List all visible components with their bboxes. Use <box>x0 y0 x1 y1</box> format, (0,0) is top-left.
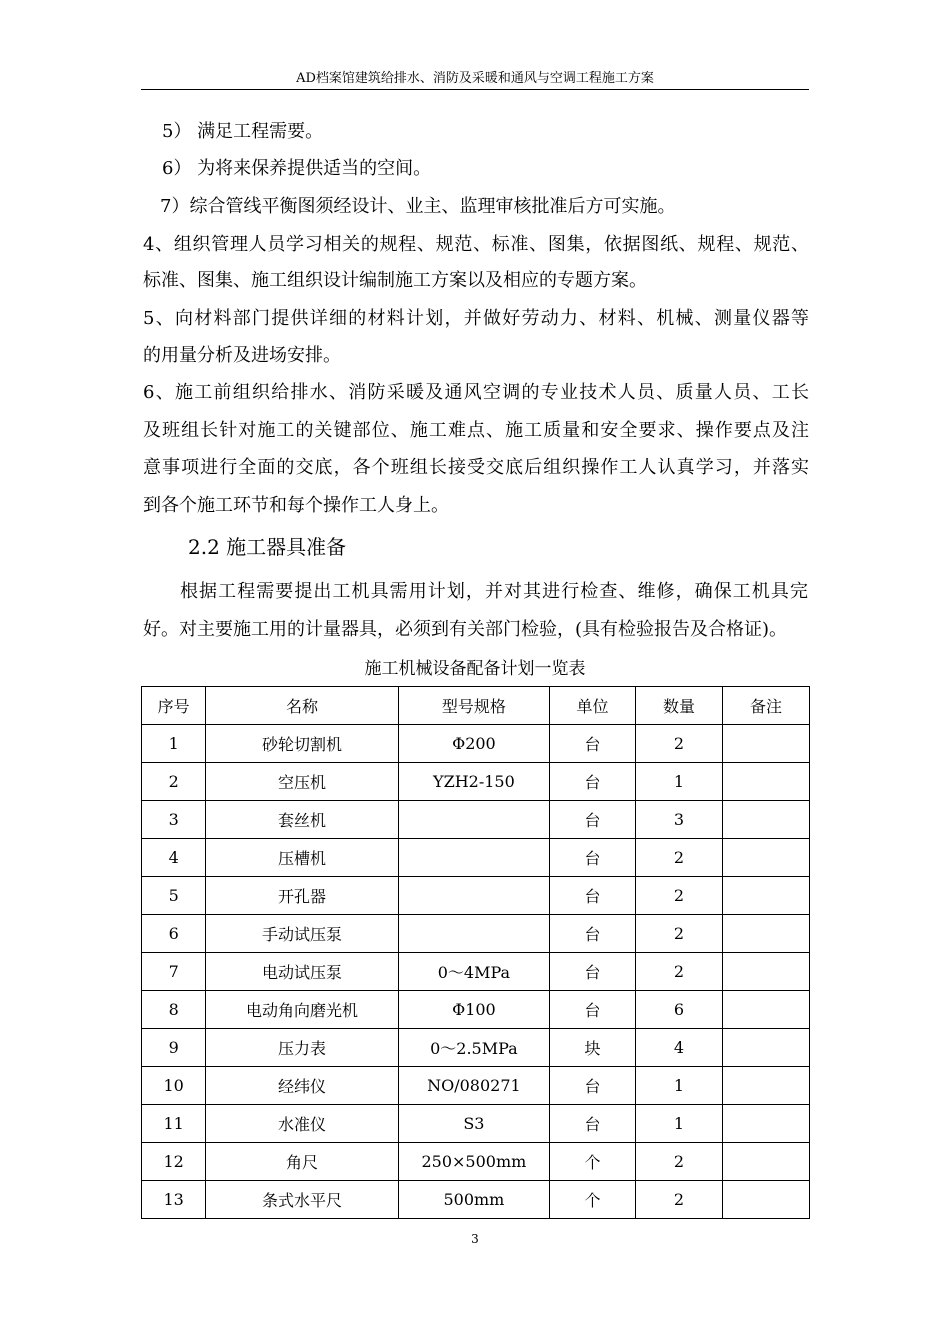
cell-unit: 个 <box>550 1181 636 1219</box>
cell-quantity: 2 <box>636 725 723 763</box>
cell-unit: 台 <box>550 725 636 763</box>
header-unit: 单位 <box>550 687 636 725</box>
paragraph-6-line-2: 及班组长针对施工的关键部位、施工难点、施工质量和安全要求、操作要点及注 <box>143 420 809 441</box>
cell-quantity: 4 <box>636 1029 723 1067</box>
table-row <box>142 1067 810 1105</box>
table-row <box>142 725 810 763</box>
cell-model: 500mm <box>398 1181 549 1219</box>
header-model: 型号规格 <box>398 687 549 725</box>
cell-model: 0～4MPa <box>398 953 549 991</box>
table-row <box>142 991 810 1029</box>
cell-name: 砂轮切割机 <box>206 725 398 763</box>
cell-remarks <box>722 877 809 915</box>
cell-seq: 6 <box>142 915 206 953</box>
cell-unit: 台 <box>550 991 636 1029</box>
cell-remarks <box>722 1181 809 1219</box>
table-row <box>142 1143 810 1181</box>
cell-name: 电动试压泵 <box>206 953 398 991</box>
cell-quantity: 2 <box>636 839 723 877</box>
table-row <box>142 1181 810 1219</box>
list-item-6: 6） 为将来保养提供适当的空间。 <box>162 158 432 179</box>
cell-remarks <box>722 801 809 839</box>
cell-name: 压槽机 <box>206 839 398 877</box>
paragraph-6-line-1: 6、施工前组织给排水、消防采暖及通风空调的专业技术人员、质量人员、工长 <box>143 382 809 403</box>
cell-unit: 台 <box>550 915 636 953</box>
cell-seq: 4 <box>142 839 206 877</box>
cell-remarks <box>722 1029 809 1067</box>
page-header-title: AD档案馆建筑给排水、消防及采暖和通风与空调工程施工方案 <box>296 71 654 86</box>
cell-model: YZH2-150 <box>398 763 549 801</box>
paragraph-4-line-1: 4、组织管理人员学习相关的规程、规范、标准、图集，依据图纸、规程、规范、 <box>143 234 809 255</box>
section-paragraph-line-2: 好。对主要施工用的计量器具，必须到有关部门检验，(具有检验报告及合格证)。 <box>143 619 788 640</box>
cell-model: 0～2.5MPa <box>398 1029 549 1067</box>
cell-quantity: 3 <box>636 801 723 839</box>
cell-remarks <box>722 915 809 953</box>
cell-remarks <box>722 1105 809 1143</box>
table-header-row <box>142 687 810 725</box>
cell-quantity: 1 <box>636 1105 723 1143</box>
cell-name: 手动试压泵 <box>206 915 398 953</box>
table-caption: 施工机械设备配备计划一览表 <box>364 659 586 679</box>
equipment-table <box>141 686 810 1219</box>
cell-unit: 台 <box>550 953 636 991</box>
paragraph-4-line-2: 标准、图集、施工组织设计编制施工方案以及相应的专题方案。 <box>143 270 647 291</box>
header-name: 名称 <box>206 687 398 725</box>
cell-name: 套丝机 <box>206 801 398 839</box>
cell-model: 250×500mm <box>398 1143 549 1181</box>
cell-seq: 10 <box>142 1067 206 1105</box>
paragraph-6-line-4: 到各个施工环节和每个操作工人身上。 <box>143 495 449 516</box>
cell-quantity: 1 <box>636 763 723 801</box>
paragraph-5-line-1: 5、向材料部门提供详细的材料计划，并做好劳动力、材料、机械、测量仪器等 <box>143 308 809 329</box>
cell-model: S3 <box>398 1105 549 1143</box>
cell-model: NO/080271 <box>398 1067 549 1105</box>
cell-model: Φ200 <box>398 725 549 763</box>
cell-seq: 11 <box>142 1105 206 1143</box>
cell-remarks <box>722 725 809 763</box>
paragraph-5-line-2: 的用量分析及进场安排。 <box>143 345 341 366</box>
cell-name: 空压机 <box>206 763 398 801</box>
list-item-7: 7）综合管线平衡图须经设计、业主、监理审核批准后方可实施。 <box>160 196 676 217</box>
cell-seq: 8 <box>142 991 206 1029</box>
cell-unit: 台 <box>550 877 636 915</box>
table-row <box>142 801 810 839</box>
cell-quantity: 2 <box>636 1181 723 1219</box>
cell-quantity: 2 <box>636 953 723 991</box>
cell-name: 开孔器 <box>206 877 398 915</box>
cell-quantity: 2 <box>636 1143 723 1181</box>
list-item-5: 5） 满足工程需要。 <box>162 121 324 142</box>
header-divider <box>141 89 809 90</box>
cell-quantity: 2 <box>636 877 723 915</box>
cell-model <box>398 839 549 877</box>
cell-seq: 2 <box>142 763 206 801</box>
cell-seq: 5 <box>142 877 206 915</box>
cell-seq: 7 <box>142 953 206 991</box>
cell-seq: 9 <box>142 1029 206 1067</box>
table-body <box>142 725 810 1219</box>
cell-seq: 3 <box>142 801 206 839</box>
cell-unit: 台 <box>550 1105 636 1143</box>
cell-unit: 台 <box>550 763 636 801</box>
cell-model <box>398 877 549 915</box>
cell-seq: 13 <box>142 1181 206 1219</box>
cell-name: 条式水平尺 <box>206 1181 398 1219</box>
table-row <box>142 763 810 801</box>
cell-model: Φ100 <box>398 991 549 1029</box>
cell-unit: 个 <box>550 1143 636 1181</box>
page-number: 3 <box>471 1232 479 1246</box>
cell-remarks <box>722 1143 809 1181</box>
cell-name: 角尺 <box>206 1143 398 1181</box>
cell-remarks <box>722 991 809 1029</box>
cell-seq: 1 <box>142 725 206 763</box>
cell-quantity: 1 <box>636 1067 723 1105</box>
header-quantity: 数量 <box>636 687 723 725</box>
header-seq: 序号 <box>142 687 206 725</box>
cell-model <box>398 801 549 839</box>
table-row <box>142 839 810 877</box>
cell-model <box>398 915 549 953</box>
table-row <box>142 915 810 953</box>
cell-remarks <box>722 1067 809 1105</box>
cell-quantity: 2 <box>636 915 723 953</box>
table-row <box>142 877 810 915</box>
cell-remarks <box>722 953 809 991</box>
table-row <box>142 1105 810 1143</box>
cell-name: 压力表 <box>206 1029 398 1067</box>
cell-unit: 台 <box>550 1067 636 1105</box>
cell-quantity: 6 <box>636 991 723 1029</box>
header-remarks: 备注 <box>722 687 809 725</box>
cell-unit: 台 <box>550 801 636 839</box>
section-heading: 2.2 施工器具准备 <box>188 535 347 559</box>
cell-unit: 台 <box>550 839 636 877</box>
table-row <box>142 953 810 991</box>
cell-unit: 块 <box>550 1029 636 1067</box>
cell-name: 水准仪 <box>206 1105 398 1143</box>
cell-remarks <box>722 763 809 801</box>
section-paragraph-line-1: 根据工程需要提出工机具需用计划，并对其进行检查、维修，确保工机具完 <box>180 581 808 602</box>
cell-name: 电动角向磨光机 <box>206 991 398 1029</box>
cell-name: 经纬仪 <box>206 1067 398 1105</box>
table-row <box>142 1029 810 1067</box>
cell-seq: 12 <box>142 1143 206 1181</box>
cell-remarks <box>722 839 809 877</box>
paragraph-6-line-3: 意事项进行全面的交底，各个班组长接受交底后组织操作工人认真学习，并落实 <box>143 457 809 478</box>
